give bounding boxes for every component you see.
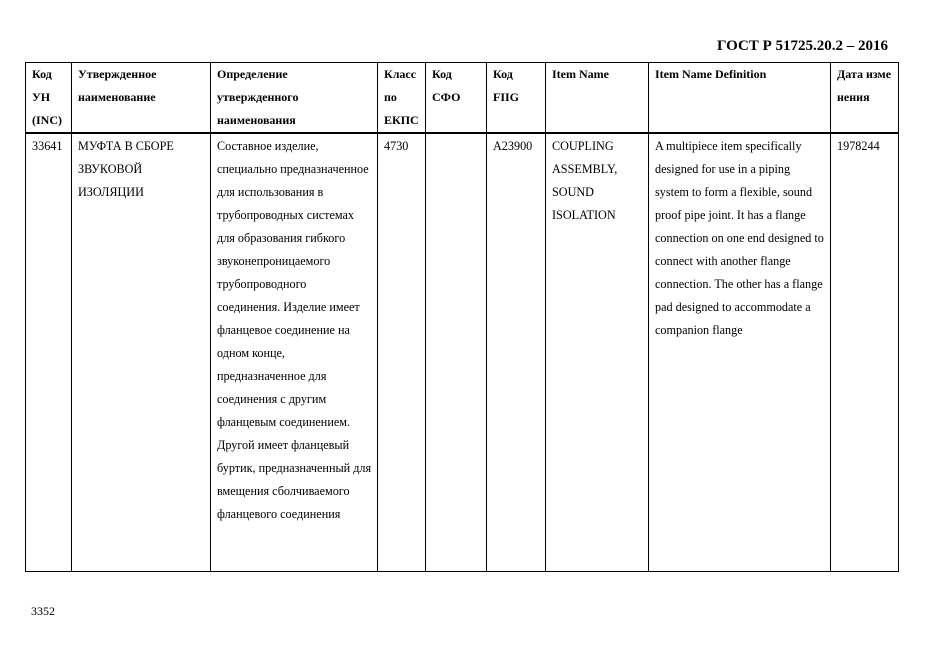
header-sfo-code: Код СФО	[426, 63, 487, 134]
header-item-name-definition: Item Name Definition	[649, 63, 831, 134]
cell-definition: Составное изделие, специально предназначенное для использования в трубопроводных системах для образования гибкого звуконепроницаемого трубопроводного соединения. Изделие имеет фланцевое соединение на одном конце, предназначенное для соединения с другим фланцевым соединением. Другой имеет фланцевый буртик, предназначенный для вмещения сболчиваемого фланцевого соединения	[211, 133, 378, 572]
table-row	[26, 133, 899, 572]
cell-change-date: 1978244	[831, 133, 899, 572]
cell-sfo-code	[426, 133, 487, 572]
header-approved-name: Утвержденное наименование	[72, 63, 211, 134]
cell-inc: 33641	[26, 133, 72, 572]
document-standard-title: ГОСТ Р 51725.20.2 – 2016	[716, 38, 888, 54]
cell-fiig-code: A23900	[487, 133, 546, 572]
cell-approved-name: МУФТА В СБОРЕ ЗВУКОВОЙ ИЗОЛЯЦИИ	[72, 133, 211, 572]
header-item-name: Item Name	[546, 63, 649, 134]
page-number: 3352	[31, 604, 55, 618]
cell-item-name-definition: A multipiece item specifically designed for use in a piping system to form a flexible, sound proof pipe joint. It has a flange connection on one end designed to connect with another flange connection. The other has a flange pad designed to accommodate a companion flange	[649, 133, 831, 572]
header-definition: Определение утвержденного наименования	[211, 63, 378, 134]
table-header-row	[26, 63, 899, 134]
header-ekps-class: Класс по ЕКПС	[378, 63, 426, 134]
cell-ekps-class: 4730	[378, 133, 426, 572]
header-inc: Код УН (INC)	[26, 63, 72, 134]
cell-item-name: COUPLING ASSEMBLY, SOUND ISOLATION	[546, 133, 649, 572]
header-change-date: Дата изменения	[831, 63, 899, 134]
header-fiig-code: Код FIIG	[487, 63, 546, 134]
item-name-table	[25, 62, 899, 572]
